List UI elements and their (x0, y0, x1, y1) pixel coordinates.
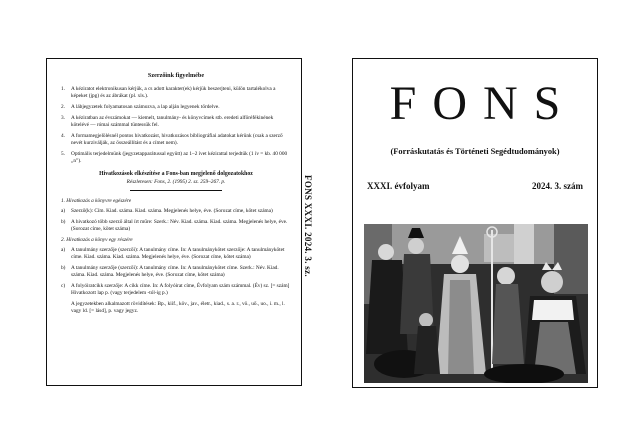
entry-text: A tanulmány szerzője (szerzői): A tanulmány címe. In: A tanulmánykötet szerzője: A tanulmánykötet címe. Kiad. száma. Kiad. száma. Megjelenés helye, éve. (Sorozat címe, kötet száma) (71, 247, 285, 261)
reference-heading: Hivatkozások elkészítése a Fons-ban megjelenő dolgozatokhoz (99, 171, 253, 178)
rules-list (61, 86, 291, 165)
rule-text: A lábjegyzetek folyamatosan számozva, a lap alján legyenek tördelve. (71, 104, 220, 111)
citation-entry (61, 247, 291, 261)
divider (130, 190, 222, 191)
reference-subheading: Részletesen: Fons, 2. (1995) 2. sz. 259–267. p. (126, 178, 226, 185)
rule-item (61, 151, 291, 165)
entry-text: A hivatkozó több szerző által írt műre: Szerk.: Név. Kiad. száma. Kiad. száma. Megjelenés helye, éve. (Sorozat címe, kötet száma) (71, 218, 288, 232)
rule-number: 2. (61, 104, 65, 111)
rule-item (61, 86, 291, 100)
miniature-painting-image (364, 224, 588, 383)
citation-entry (61, 219, 291, 233)
volume-line (367, 181, 583, 191)
rule-item (61, 133, 291, 147)
back-cover (46, 58, 302, 386)
rule-text: A kéziratot elektronikusan kérjük, a cs adott karakter(ek) kérjük beszerjteni, külön tartalékolva a képeket (jpg) és az ábrákat (pl. xls.). (71, 86, 276, 100)
entry-label: b) (61, 265, 66, 272)
back-cover-title: Szerzőink figyelmébe (147, 72, 205, 79)
entry-label: a) (61, 208, 66, 215)
section-heading-book: 1. Hivatkozás a könyvre egészére (61, 197, 132, 204)
entry-label: c) (61, 282, 66, 289)
cover-illustration (364, 224, 588, 383)
rule-number: 3. (61, 115, 65, 121)
entry-text: A folyóiratcikk szerzője: A cikk címe. In: A folyóirat címe, Évfolyam szám számmal. (Év) sz. [= szám] Hivatkozott lap p. (vagy terjedelem -tól-ig p.) (71, 282, 290, 297)
journal-subtitle: (Forráskutatás és Történeti Segédtudományok) (390, 147, 560, 156)
entry-text: Szerző(k): Cím. Kiad. száma. Kiad. száma. Megjelenés helye, éve. (Sorozat címe, kötet száma) (71, 208, 273, 215)
rule-text: Optimális terjedelmünk (jegyzetapparátussal együtt) az 1–2 ívet kézirattal terjedtük (1 ív = kb. 40 000 „n”). (71, 151, 288, 165)
entry-text: A tanulmány szerzője (szerzői): A tanulmány címe. In: A tanulmánykötet címe. Szerk.: Név. Kiad. száma. Kiad. száma. Megjelenés helye, éve. (Sorozat címe, kötet száma) (71, 265, 279, 279)
spine-text: FONS XXXI. 2024. 3. sz. (303, 175, 313, 277)
entry-label: a) (61, 247, 66, 254)
abbreviations-note: A jegyzetekben alkalmazott rövidítések: Bp., kiíf., köv., jav., életr., kiad., s. a. r., vö., uő., uo., i. m., l. vagy ld. [= lásd], p. vagy jegyz. (71, 300, 285, 314)
rule-text: A kéziratban az évszámokat — kiemelt, tanulmány- és könyvcímek stb. eredeti alföréfékinének kötelévé — római számmal tüntessük fel. (71, 115, 274, 129)
citation-entry (61, 283, 291, 297)
issue-label: 2024. 3. szám (532, 181, 583, 191)
section-heading-part: 2. Hivatkozás a könyv egy részére (61, 237, 133, 244)
volume-label: XXXI. évfolyam (367, 181, 430, 191)
rule-number: 1. (61, 86, 65, 93)
rule-item (61, 104, 291, 111)
journal-title: FONS (389, 77, 577, 130)
rule-number: 4. (61, 133, 65, 139)
rule-number: 5. (61, 151, 65, 157)
rule-item (61, 115, 291, 129)
citation-entry (61, 265, 291, 279)
rule-text: A formamegjelölésnél pontos hivatkozást, hivatkozásos bibliográfiai adatokat kérünk (csak a szerző nevét kurziválják, az összeállítást és a címet nem). (71, 133, 283, 147)
front-cover (352, 58, 598, 388)
entry-label: b) (61, 218, 66, 225)
citation-entry (61, 208, 291, 215)
